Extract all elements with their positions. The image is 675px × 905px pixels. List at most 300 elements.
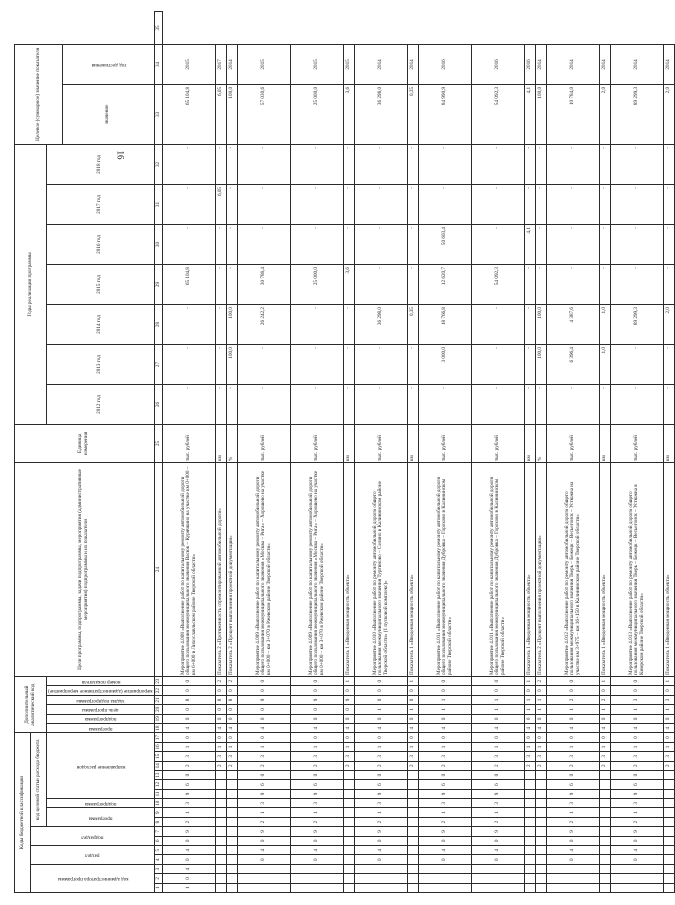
column-number: 6: [154, 836, 163, 845]
code-cell: 1: [163, 883, 216, 892]
column-number: 30: [154, 224, 163, 264]
code-cell: 1: [355, 742, 408, 751]
code-cell-empty: [408, 789, 419, 798]
column-number: 1: [154, 883, 163, 892]
code-cell-empty: [525, 827, 536, 836]
table-row: [238, 12, 291, 893]
code-cell: 1: [419, 808, 472, 817]
code-cell: 2: [664, 761, 675, 770]
year-reach: 2014: [547, 44, 600, 84]
code-cell: 0: [408, 695, 419, 704]
code-cell: 0: [419, 836, 472, 845]
value-y2018: -: [611, 144, 664, 184]
code-cell-empty: [525, 780, 536, 789]
code-cell: 6: [238, 780, 291, 789]
code-cell: 0: [163, 836, 216, 845]
code-cell-empty: [536, 855, 547, 864]
row-name: Мероприятие 4.008 «Выполнение работ по капитальному ремонту автомобильной дороги общего пользования межмуниципального значения Васюк – Курячкино на участке км 0+000 – км 6+000 в Лихославльском районе Тверской области»: [163, 462, 216, 676]
row-unit: км: [600, 424, 611, 462]
code-cell: 1: [600, 742, 611, 751]
code-cell-empty: [536, 827, 547, 836]
code-cell-empty: [408, 799, 419, 808]
value-final: 2,0: [600, 84, 611, 144]
code-cell-empty: [525, 789, 536, 798]
code-cell: 0: [291, 686, 344, 695]
code-cell: 2: [227, 761, 238, 770]
code-cell: 1: [419, 695, 472, 704]
code-cell: 9: [344, 695, 355, 704]
value-y2017: -: [600, 184, 611, 224]
code-cell: 0: [163, 705, 216, 714]
value-y2014: -: [344, 304, 355, 344]
table-row: [408, 12, 419, 893]
value-y2018: -: [216, 144, 227, 184]
value-y2013: -: [291, 344, 344, 384]
code-cell: 0: [227, 705, 238, 714]
header-a-task: задача подпрограммы: [47, 695, 155, 704]
code-cell: 0: [163, 855, 216, 864]
code-cell: 8: [216, 695, 227, 704]
code-cell: 1: [611, 742, 664, 751]
column-number: 15: [154, 752, 163, 761]
year-reach: 2017: [216, 44, 227, 84]
code-cell-empty: [291, 874, 344, 883]
code-cell: 0: [238, 733, 291, 742]
code-cell-empty: [216, 846, 227, 855]
table-row: [472, 12, 525, 893]
value-y2018: -: [227, 144, 238, 184]
column-number: 26: [154, 384, 163, 424]
code-cell: 3: [536, 752, 547, 761]
code-cell: 0: [216, 686, 227, 695]
column-number: 32: [154, 144, 163, 184]
code-cell-empty: [408, 836, 419, 845]
code-cell: 0: [408, 686, 419, 695]
code-cell: 0: [227, 686, 238, 695]
value-y2013: -: [525, 344, 536, 384]
code-cell: 0: [547, 676, 600, 685]
value-y2014: 89 299,3: [611, 304, 664, 344]
code-cell-empty: [525, 846, 536, 855]
code-cell: 4: [163, 723, 216, 732]
column-number: 7: [154, 827, 163, 836]
code-cell-empty: [216, 817, 227, 826]
header-2015: 2015 год: [47, 264, 155, 304]
column-number: 22: [154, 686, 163, 695]
value-y2014: 2,0: [664, 304, 675, 344]
code-cell: 2: [525, 761, 536, 770]
code-cell-empty: [227, 864, 238, 873]
code-cell-empty: [611, 864, 664, 873]
code-cell: 1: [408, 705, 419, 714]
row-name: Мероприятие 4.011 «Выполнение работ по капитальному ремонту автомобильной дороги общего пользования межмуниципального значения Дубровка – Горохово в Калининском районе Тверской области»: [419, 462, 472, 676]
code-cell: 1: [216, 742, 227, 751]
code-cell: 2: [547, 761, 600, 770]
header-csr-program: программа: [47, 808, 155, 827]
value-y2017: -: [472, 184, 525, 224]
value-y2018: -: [472, 144, 525, 184]
value-y2013: -: [344, 344, 355, 384]
code-cell: 0: [472, 733, 525, 742]
column-numbers-row: [154, 12, 163, 893]
code-cell: 2: [536, 676, 547, 685]
code-cell: 1: [611, 705, 664, 714]
code-cell: 0: [227, 733, 238, 742]
value-y2017: -: [227, 184, 238, 224]
code-cell: 0: [355, 676, 408, 685]
code-cell: 3: [611, 799, 664, 808]
code-cell: 4: [525, 723, 536, 732]
code-cell-empty: [344, 808, 355, 817]
code-cell: 1: [472, 695, 525, 704]
code-cell: 0: [291, 855, 344, 864]
code-cell-empty: [472, 883, 525, 892]
value-y2018: -: [664, 144, 675, 184]
code-cell: 0: [472, 686, 525, 695]
code-cell: 4: [419, 723, 472, 732]
code-cell: 2: [536, 761, 547, 770]
code-cell: 0: [611, 836, 664, 845]
code-cell-empty: [216, 855, 227, 864]
header-csr: код целевой статьи расхода бюджета: [31, 733, 47, 827]
table-row: [419, 12, 472, 893]
row-name: Мероприятие 4.012 «Выполнение работ по ремонту автомобильной дороги общего пользования межмуниципального значения Тверь – Бежецк – Весьегонск – Устюжна на участке км 3+975 – км 16+150 в Калининском районе Тверской области»: [547, 462, 600, 676]
code-cell-empty: [547, 864, 600, 873]
value-final: 100,0: [536, 84, 547, 144]
code-cell: 2: [547, 695, 600, 704]
code-cell: 0: [611, 855, 664, 864]
header-a-number: номер показателя: [47, 676, 155, 685]
code-cell: 1: [525, 676, 536, 685]
value-y2014: -: [525, 304, 536, 344]
value-y2018: -: [163, 144, 216, 184]
code-cell: 1: [408, 676, 419, 685]
value-y2016: -: [227, 224, 238, 264]
code-cell-empty: [664, 817, 675, 826]
code-cell: 1: [344, 742, 355, 751]
year-reach: 2014: [355, 44, 408, 84]
code-cell: 6: [547, 780, 600, 789]
code-cell: 4: [547, 846, 600, 855]
value-y2015: -: [600, 264, 611, 304]
code-cell-empty: [664, 799, 675, 808]
column-number: 25: [154, 424, 163, 462]
code-cell: 4: [419, 846, 472, 855]
code-cell: 0: [611, 686, 664, 695]
code-cell-empty: [344, 846, 355, 855]
code-cell: 3: [291, 799, 344, 808]
code-cell: 3: [238, 752, 291, 761]
column-number: 11: [154, 789, 163, 798]
table-row: [611, 12, 664, 893]
code-cell-empty: [600, 855, 611, 864]
code-cell-empty: [355, 874, 408, 883]
value-y2018: -: [355, 144, 408, 184]
code-cell: 2: [472, 761, 525, 770]
value-final: 0,35: [408, 84, 419, 144]
code-cell-empty: [664, 836, 675, 845]
code-cell: 1: [472, 808, 525, 817]
code-cell-empty: [355, 864, 408, 873]
code-cell-empty: [600, 799, 611, 808]
code-cell-empty: [419, 874, 472, 883]
code-cell: 4: [238, 846, 291, 855]
code-cell: 1: [163, 742, 216, 751]
code-cell-empty: [344, 855, 355, 864]
value-y2017: -: [611, 184, 664, 224]
code-cell: 0: [355, 686, 408, 695]
value-y2016: -: [355, 224, 408, 264]
code-cell: 3: [291, 752, 344, 761]
code-cell: 3: [472, 752, 525, 761]
value-y2014: 100,0: [536, 304, 547, 344]
value-y2013: -: [472, 344, 525, 384]
code-cell-empty: [344, 789, 355, 798]
code-cell: 2: [344, 761, 355, 770]
code-cell: 0: [419, 714, 472, 723]
value-y2014: 4 387,6: [547, 304, 600, 344]
header-csr-subprogram: подпрограмма: [47, 799, 155, 808]
code-cell: 0: [238, 676, 291, 685]
code-cell: 2: [547, 817, 600, 826]
value-y2013: -: [664, 344, 675, 384]
code-cell: 0: [600, 714, 611, 723]
code-cell-empty: [525, 864, 536, 873]
row-name: Показатель 1 «Введенная мощность объекта»: [408, 462, 419, 676]
value-final: 65 104,8: [163, 84, 216, 144]
column-number: 28: [154, 304, 163, 344]
year-reach: 2014: [536, 44, 547, 84]
value-y2016: 50 603,4: [419, 224, 472, 264]
table-row: [344, 12, 355, 893]
value-y2017: -: [291, 184, 344, 224]
code-cell: 0: [472, 676, 525, 685]
code-cell-empty: [600, 817, 611, 826]
header-final-value: Целевое (суммарное) значение показателя: [15, 44, 63, 144]
value-y2012: -: [525, 384, 536, 424]
code-cell: 1: [600, 676, 611, 685]
header-2012: 2012 год: [47, 384, 155, 424]
header-csr-direction: направление расходов: [47, 733, 155, 799]
code-cell: 0: [238, 770, 291, 779]
code-cell-empty: [600, 789, 611, 798]
value-y2017: 6,05: [216, 184, 227, 224]
code-cell: 3: [163, 799, 216, 808]
code-cell: 0: [291, 676, 344, 685]
code-cell-empty: [536, 846, 547, 855]
value-y2017: -: [419, 184, 472, 224]
value-y2016: -: [536, 224, 547, 264]
code-cell: 9: [611, 827, 664, 836]
code-cell-empty: [525, 836, 536, 845]
year-reach: 2014: [664, 44, 675, 84]
code-cell: 9: [291, 827, 344, 836]
code-cell: 0: [238, 686, 291, 695]
header-a-event: мероприятие (административное мероприятие): [47, 686, 155, 695]
code-cell: 2: [355, 761, 408, 770]
code-cell-empty: [525, 874, 536, 883]
table-row: [227, 12, 238, 893]
code-cell-empty: [664, 770, 675, 779]
code-cell: 1: [525, 695, 536, 704]
code-cell: 2: [600, 761, 611, 770]
code-cell-empty: [600, 846, 611, 855]
code-cell: 0: [525, 714, 536, 723]
value-y2012: -: [419, 384, 472, 424]
code-cell: 1: [611, 808, 664, 817]
column-number: 13: [154, 770, 163, 779]
code-cell: 1: [536, 742, 547, 751]
column-number: 23: [154, 676, 163, 685]
code-cell-empty: [291, 864, 344, 873]
value-y2018: -: [238, 144, 291, 184]
code-cell-empty: [664, 883, 675, 892]
year-reach: 2015: [163, 44, 216, 84]
row-unit: тыс. рублей: [163, 424, 216, 462]
header-podrazdel: подраздел: [31, 827, 155, 846]
code-cell: 9: [163, 827, 216, 836]
code-cell: 1: [344, 676, 355, 685]
column-number: 16: [154, 742, 163, 751]
value-y2018: -: [419, 144, 472, 184]
code-cell-empty: [664, 808, 675, 817]
code-cell: 2: [419, 761, 472, 770]
code-cell: 0: [216, 714, 227, 723]
value-y2018: -: [525, 144, 536, 184]
code-cell: 0: [547, 770, 600, 779]
code-cell: 0: [291, 770, 344, 779]
value-y2015: 30 788,4: [238, 264, 291, 304]
code-cell: 9: [291, 695, 344, 704]
code-cell: 0: [547, 714, 600, 723]
code-cell: 2: [291, 817, 344, 826]
code-cell: 0: [344, 686, 355, 695]
code-cell: 1: [525, 742, 536, 751]
code-cell: 0: [611, 733, 664, 742]
code-cell-empty: [525, 855, 536, 864]
column-number: 27: [154, 344, 163, 384]
value-y2016: -: [472, 224, 525, 264]
value-y2015: -: [216, 264, 227, 304]
value-y2018: -: [547, 144, 600, 184]
code-cell-empty: [344, 780, 355, 789]
row-unit: %: [227, 424, 238, 462]
code-cell: 1: [355, 808, 408, 817]
value-y2013: -: [611, 344, 664, 384]
code-cell: 4: [163, 864, 216, 873]
code-cell-empty: [600, 808, 611, 817]
header-2013: 2013 год: [47, 344, 155, 384]
code-cell: 2: [238, 761, 291, 770]
code-cell: 0: [419, 676, 472, 685]
code-cell-empty: [664, 789, 675, 798]
code-cell: 3: [525, 752, 536, 761]
code-cell: 1: [472, 742, 525, 751]
code-cell-empty: [525, 770, 536, 779]
code-cell: 4: [163, 846, 216, 855]
value-y2015: 12 620,7: [419, 264, 472, 304]
row-unit: км: [408, 424, 419, 462]
value-y2015: 25 000,0: [291, 264, 344, 304]
code-cell: 0: [664, 733, 675, 742]
code-cell-empty: [408, 855, 419, 864]
code-cell: 3: [238, 799, 291, 808]
value-y2016: -: [408, 224, 419, 264]
value-y2015: -: [408, 264, 419, 304]
value-y2012: -: [600, 384, 611, 424]
code-cell: 0: [344, 714, 355, 723]
table-row: [547, 12, 600, 893]
year-reach: 2015: [291, 44, 344, 84]
row-unit: тыс. рублей: [611, 424, 664, 462]
code-cell: 3: [419, 752, 472, 761]
value-y2015: 65 104,8: [163, 264, 216, 304]
column-number: 19: [154, 714, 163, 723]
code-cell: 0: [344, 705, 355, 714]
value-y2014: 36 298,0: [355, 304, 408, 344]
code-cell: 9: [238, 789, 291, 798]
code-cell: 9: [238, 695, 291, 704]
code-cell-empty: [600, 864, 611, 873]
column-number: 21: [154, 695, 163, 704]
code-cell: 8: [163, 695, 216, 704]
code-cell: 4: [355, 723, 408, 732]
value-y2016: -: [344, 224, 355, 264]
code-cell: 0: [163, 874, 216, 883]
value-y2013: 100,0: [227, 344, 238, 384]
code-cell: 1: [163, 808, 216, 817]
code-cell: 0: [238, 855, 291, 864]
code-cell-empty: [238, 883, 291, 892]
value-y2012: -: [163, 384, 216, 424]
code-cell-empty: [344, 827, 355, 836]
code-cell-empty: [355, 883, 408, 892]
value-y2015: -: [227, 264, 238, 304]
code-cell-empty: [536, 864, 547, 873]
code-cell: 0: [611, 770, 664, 779]
code-cell-empty: [600, 883, 611, 892]
code-cell-empty: [408, 846, 419, 855]
value-final: 10 784,0: [547, 84, 600, 144]
value-y2012: -: [536, 384, 547, 424]
row-unit: км: [525, 424, 536, 462]
value-y2017: -: [163, 184, 216, 224]
column-number: 3: [154, 864, 163, 873]
code-cell-empty: [216, 827, 227, 836]
code-cell: 0: [238, 705, 291, 714]
code-cell: 0: [611, 714, 664, 723]
code-cell: 4: [291, 846, 344, 855]
code-cell: 0: [525, 686, 536, 695]
value-y2013: -: [408, 344, 419, 384]
value-final: 84 990,9: [419, 84, 472, 144]
code-cell: 4: [472, 723, 525, 732]
code-cell: 6: [419, 780, 472, 789]
code-cell: 0: [163, 686, 216, 695]
header-name: Цели программы, подпрограммы, задачи подпрограммы, мероприятия (административные мероприятия) подпрограммы и их показатели: [15, 462, 155, 676]
code-cell-empty: [344, 864, 355, 873]
value-y2016: -: [600, 224, 611, 264]
value-y2016: -: [163, 224, 216, 264]
code-cell-empty: [472, 874, 525, 883]
value-y2012: -: [664, 384, 675, 424]
code-cell-empty: [227, 770, 238, 779]
value-y2014: 1,0: [600, 304, 611, 344]
code-cell: 9: [472, 827, 525, 836]
code-cell-empty: [216, 808, 227, 817]
code-cell: 0: [291, 714, 344, 723]
code-cell: 0: [408, 733, 419, 742]
